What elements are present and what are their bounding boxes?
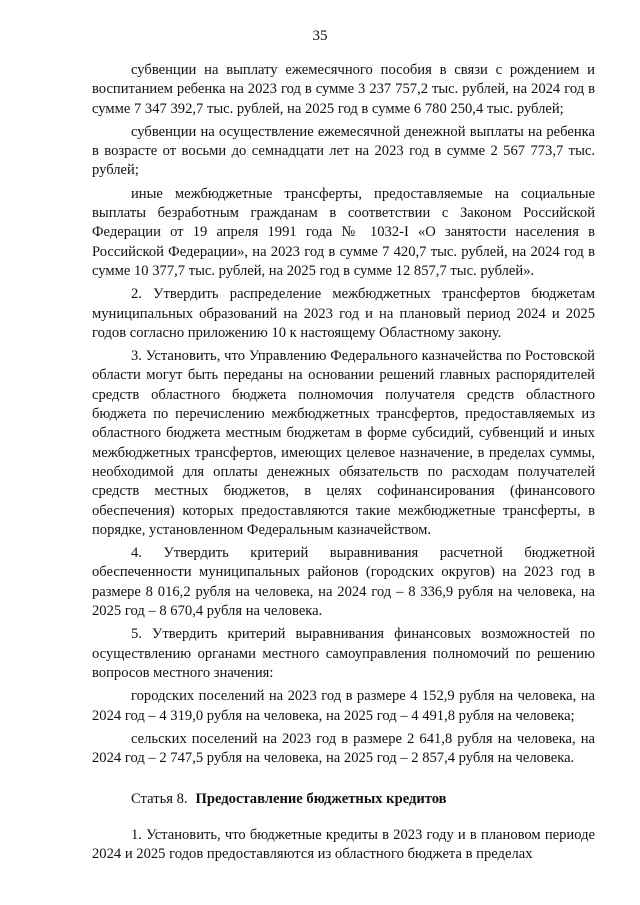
paragraph-article-8-item-1: 1. Установить, что бюджетные кредиты в 2023 году и в плановом периоде 2024 и 2025 годов предоставляются из областного бюджета в пределах [92,826,595,862]
article-title: Предоставление бюджетных кредитов [195,791,447,808]
paragraph-item-5: 5. Утвердить критерий выравнивания финансовых возможностей по осуществлению органами местного самоуправления полномочий по решению вопросов местного значения: [92,626,595,681]
article-number: Статья 8. [131,791,188,808]
paragraph-subvention-child-benefit: субвенции на выплату ежемесячного пособия в связи с рождением и воспитанием ребенка на 2023 год в сумме 3 237 757,2 тыс. рублей, на 2024 год в сумме 7 347 392,7 тыс. рублей, на 2025 год в сумме 6 780 250,4 тыс. рублей; [92,62,595,117]
page-number: 35 [312,28,328,44]
article-heading [92,790,595,809]
paragraph-item-3: 3. Установить, что Управлению Федерального казначейства по Ростовской области могут быть переданы на основании решений главных распорядителей средств областного бюджета полномочия получателя средств областного бюджета по перечислению межбюджетных трансфертов, предоставляемых из областного бюджета местным бюджетам в форме субсидий, субвенций и иных межбюджетных трансфертов, имеющих целевое назначение, в пределах суммы, необходимой для оплаты денежных обязательств по расходам получателей средств местных бюджетов, в целях софинансирования (финансового обеспечения) которых предоставляются такие межбюджетные трансферты, в порядке, установленном Федеральным казначейством. [92,348,595,538]
paragraph-interbudget-unemployed: иные межбюджетные трансферты, предоставляемые на социальные выплаты безработным гражданам в соответствии с Законом Российской Федерации от 19 апреля 1991 года № 1032-I «О занятости населения в Российской Федерации», на 2023 год в сумме 7 420,7 тыс. рублей, на 2024 год в сумме 10 377,7 тыс. рублей, на 2025 год в сумме 12 857,7 тыс. рублей». [92,185,595,279]
paragraph-item-2: 2. Утвердить распределение межбюджетных трансфертов бюджетам муниципальных образований на 2023 год и на плановый период 2024 и 2025 годов согласно приложению 10 к настоящему Областному закону. [92,286,595,341]
paragraph-rural-settlements: сельских поселений на 2023 год в размере 2 641,8 рубля на человека, на 2024 год – 2 747,5 рубля на человека, на 2025 год – 2 857,4 рубля на человека. [92,730,595,767]
paragraph-urban-settlements: городских поселений на 2023 год в размере 4 152,9 рубля на человека, на 2024 год – 4 319,0 рубля на человека, на 2025 год – 4 491,8 рубля на человека; [92,688,595,724]
paragraph-subvention-monthly-payment: субвенции на осуществление ежемесячной денежной выплаты на ребенка в возрасте от восьми до семнадцати лет на 2023 год в сумме 2 567 773,7 тыс. рублей; [92,123,595,179]
document-body [92,61,595,868]
paragraph-item-4: 4. Утвердить критерий выравнивания расчетной бюджетной обеспеченности муниципальных районов (городских округов) на 2023 год в размере 8 016,2 рубля на человека, на 2024 год – 8 336,9 рубля на человека, на 2025 год – 8 670,4 рубля на человека. [92,545,595,620]
